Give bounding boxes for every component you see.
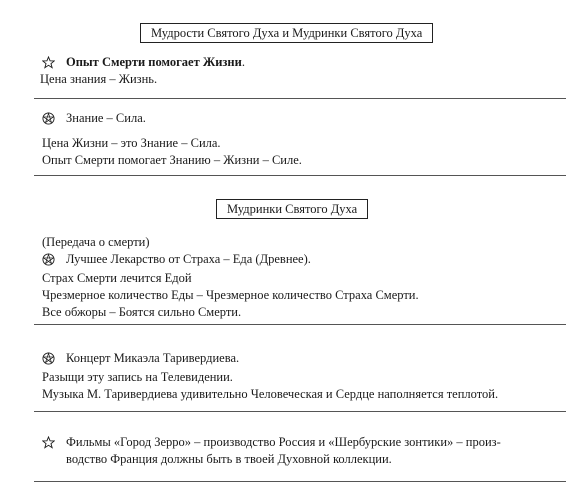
heading-dot: . (241, 55, 245, 69)
text-line: Цена знания – Жизнь. (40, 72, 158, 86)
section-fear (42, 234, 574, 321)
text-line: Цена Жизни – это Знание – Сила. (42, 136, 221, 150)
star-outline-icon (42, 56, 55, 69)
text-line: Все обжоры – Боятся сильно Смерти. (42, 305, 242, 319)
section-title: Мудринки Святого Духа (216, 199, 368, 219)
page-title: Мудрости Святого Духа и Мудринки Святого Духа (140, 23, 433, 43)
films-line-continued: водство Франция должны быть в твоей Духовной коллекции. (66, 452, 392, 466)
section-heading: Опыт Смерти помогает Жизни (66, 55, 242, 69)
section-experience (42, 54, 574, 88)
section-heading: Концерт Микаэла Таривердиева. (66, 351, 240, 365)
section-heading: Лучшее Лекарство от Страха – Еда (Древнее). (66, 252, 311, 266)
section-films (42, 434, 574, 468)
divider (34, 324, 566, 325)
section-concert (42, 350, 574, 403)
text-line: Чрезмерное количество Еды – Чрезмерное количество Страха Смерти. (42, 288, 419, 302)
pentagram-circle-icon (42, 112, 55, 125)
text-line: Разыщи эту запись на Телевидении. (42, 370, 233, 384)
pentagram-circle-icon (42, 253, 55, 266)
pentagram-circle-icon (42, 352, 55, 365)
text-line: Опыт Смерти помогает Знанию – Жизни – Силе. (42, 153, 302, 167)
text-line: Страх Смерти лечится Едой (42, 271, 192, 285)
section-heading: Знание – Сила. (66, 111, 146, 125)
divider (34, 411, 566, 412)
divider (34, 98, 566, 99)
star-outline-icon (42, 436, 55, 449)
divider (34, 175, 566, 176)
section-knowledge (42, 110, 574, 169)
note-line: (Передача о смерти) (42, 235, 150, 249)
films-line: Фильмы «Город Зерро» – производство Россия и «Шербурские зонтики» – произ- (66, 435, 501, 449)
divider (34, 481, 566, 482)
text-line: Музыка М. Таривердиева удивительно Человеческая и Сердце наполняется теплотой. (42, 387, 499, 401)
